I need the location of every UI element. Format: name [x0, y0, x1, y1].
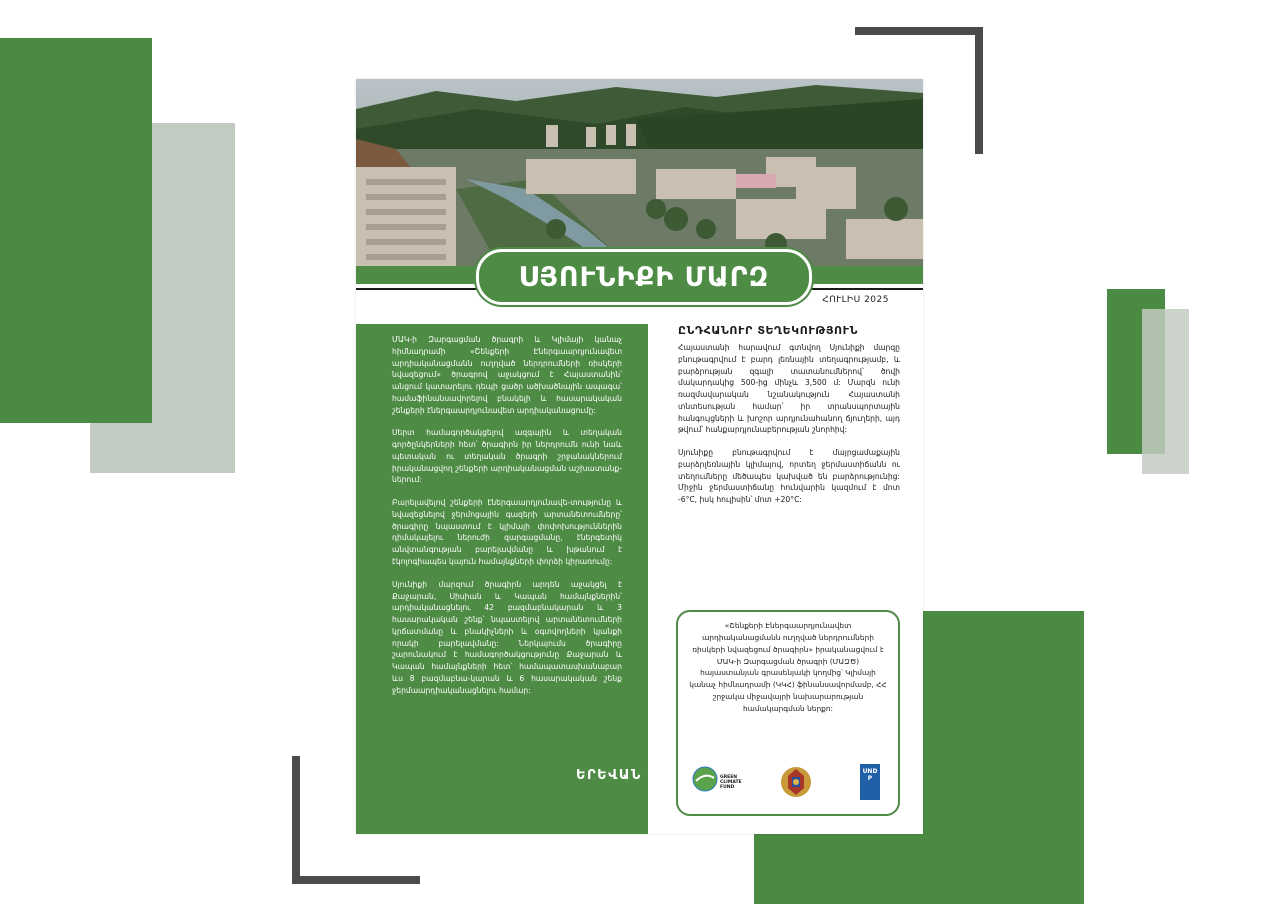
left-paragraph: ՄԱԿ-ի Զարգացման ծրագրի և Կլիմայի կանաչ հիմնադրամի «Շենքերի Էներգաարդյունավետ արդիականացմանն ուղղված ներդրումների ռիսկերի նվազեցում» ծրագրով աջակցում է Հայաստանին՝ անցում կատարելու դեպի ցածր ածխածնային ապագա՝ համաֆինանսավորելով բնակելի և հասարակական շենքերի էներգաարդյունավետ արդիականացումը:	[392, 335, 622, 415]
partner-logos	[678, 760, 898, 804]
left-paragraph: Սյունիքի մարզում ծրագիրն արդեն աջակցել է Քաջարան, Սիսիան և Կապան համայնքներին՝ արդիականացնելու 42 բազմաբնակարան և 3 հասարակական շենք՝ նպաստելով արտանետումների կրճատմանը և բնակիչների և օգտվողների կյանքի որակի բարելավմանը: Ներկայումս ծրագիրը շարունակում է համագործակցությունը Քաջարան և Կապան համայնքների հետ՝ համապատասխանաբար ևս 8 բազմաբնա-կարան և 6 հասարակական շենք ջերմաարդիականացնելու համար:	[392, 579, 622, 695]
right-paragraph: Հայաստանի հարավում գտնվող Սյունիքի մարզը բնութագրվում է բարդ լեռնային տեղագրությամբ, և բարձրության զգալի տատանումներով՝ ծովի մակարդակից 500-ից մինչև 3,500 մ: Մարզն ունի ռազմավարական նշանակություն Հայաստանի տնտեսության համար՝ իր տրանսպորտային հանգույցների և խոշոր արդյունահանող ճյուղերի, այդ թվում՝ հանքարդյունաբերության շնորհիվ:	[678, 343, 900, 435]
undp-logo-text: UNDP	[862, 768, 878, 782]
deco-green-block-left	[0, 38, 152, 423]
left-paragraph: Սերտ համագործակցելով ազգային և տեղական գործընկերների հետ՝ ծրագիրն իր ներդրումն ունի նաև պետական ու տեղական ծրագրի շրջանակներում իրականացվող շենքերի արդիականացման աշխատանք-ներում:	[392, 428, 622, 485]
right-column	[648, 324, 923, 834]
section-title: ԸՆԴՀԱՆՈՒՐ ՏԵՂԵԿՈՒԹՅՈՒՆ	[678, 324, 859, 337]
left-paragraph: Բարելավելով շենքերի էներգաարդյունավե-տությունը և նվազեցնելով ջերմոցային գազերի արտանետումները՝ ծրագիրը նպաստում է կլիմայի փոփոխություններին դիմակայելու ներուժի զարգացմանը, էներգետիկ անվտանգության բարելավմանը և խթանում է էկոլոգիապես կայուն համայնքների փորձի կիրառումը:	[392, 498, 622, 567]
page-title: ՍՅՈՒՆԻՔԻ ՄԱՐԶ	[476, 249, 812, 305]
undp-logo	[860, 764, 880, 800]
gcf-logo	[692, 766, 752, 802]
flyer-page	[356, 79, 923, 834]
right-paragraph: Սյունիքը բնութագրվում է մայրցամաքային բարձրլեռնային կլիմայով, որտեղ ջերմաստիճանն ու տեղումները մեծապես կախված են բարձրությունից: Միջին ջերմաստիճանը հունվարին կազմում է մոտ -6°C, իսկ հուլիսին՝ մոտ +20°C:	[678, 448, 900, 505]
info-box-text: «Շենքերի Էներգաարդյունավետ արդիականացմանն ուղղված ներդրումների ռիսկերի նվազեցում ծրագիրն» իրականացվում է ՄԱԿ-ի Զարգացման ծրագրի (ՄԱԶԾ) հայաստանյան գրասենյակի կողմից՝ Կլիմայի կանաչ հիմնադրամի (ԿԿՀ) ֆինանսավորմամբ, ՀՀ շրջակա միջավայրի նախարարության համակարգման ներքո:	[689, 621, 887, 713]
armenia-coat-of-arms	[778, 764, 814, 800]
deco-sage-block-right	[1142, 309, 1189, 474]
info-box	[676, 610, 900, 816]
general-info-text	[678, 342, 900, 517]
watermark-text: ԵՐԵՎԱՆ	[576, 768, 642, 783]
issue-date: ՀՈՒԼԻՍ 2025	[822, 295, 889, 305]
left-column	[356, 324, 648, 834]
gcf-logo-text: GREEN CLIMATE FUND	[720, 775, 742, 790]
